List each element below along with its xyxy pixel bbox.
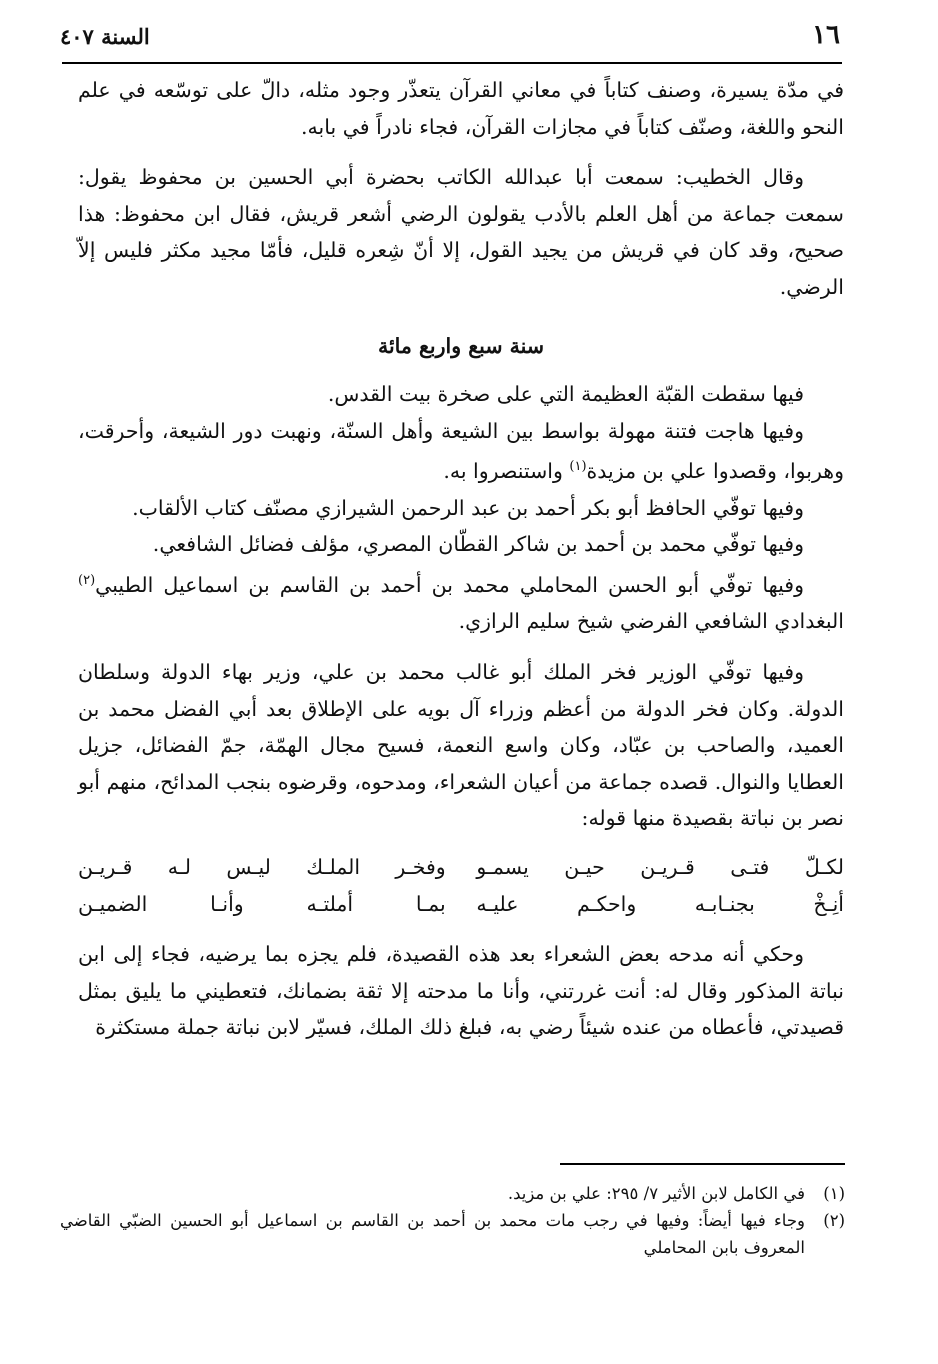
paragraph-7-end: البغدادي الشافعي الفرضي شيخ سليم الرازي. — [458, 609, 844, 634]
footnote-2 — [60, 1207, 845, 1261]
footnote-text: في الكامل لابن الأثير ٧/ ٢٩٥: علي بن مزيد. — [507, 1184, 805, 1203]
footnote-ref-1: (١) — [569, 459, 587, 475]
page-number: ١٦ — [812, 20, 840, 50]
paragraph-2: وقال الخطيب: سمعت أبا عبدالله الكاتب بحضرة أبي الحسين بن محفوظ يقول: سمعت جماعة من أهل العلم بالأدب يقولون الرضي أشعر قريش، فقال ابن محفوظ: هذا صحيح، وقد كان في قريش من يجيد القول، إلا أنّ شِعره قليل، فأمّا مجيد مكثر فليس إلاّ الرضي. — [78, 165, 844, 299]
paragraph-1: في مدّة يسيرة، وصنف كتاباً في معاني القرآن يتعذّر وجود مثله، دالّ على توسّعه في علم النحو واللغة، وصنّف كتاباً في مجازات القرآن، فجاء نادراً في بابه. — [78, 78, 844, 139]
paragraph-4 — [78, 413, 844, 490]
footnote-1 — [60, 1180, 845, 1207]
verse-second-hemistich: وفخـر الملـك ليـس لـه قـريـن — [78, 854, 446, 879]
paragraph-9: وحكي أنه مدحه بعض الشعراء بعد هذه القصيدة، فلم يجزه بما يرضيه، فجاء إلى ابن نباتة المذكور وقال له: أنت غررتني، وأنا ما مدحته إلا ثقة بضمانك، فتعطيني ما يليق بمثل قصيدتي، فأعطاه من عنده شيئاً رضي به، فبلغ ذلك الملك، فسيّر لابن نباتة جملة مستكثرة — [78, 942, 844, 1040]
running-head-year: السنة ٤٠٧ — [60, 24, 150, 49]
paragraph-4-end: واستنصروا به. — [443, 459, 570, 484]
paragraph-5: وفيها توفّي الحافظ أبو بكر أحمد بن عبد الرحمن الشيرازي مصنّف كتاب الألقاب. — [132, 495, 804, 520]
poem-verses — [78, 849, 844, 922]
paragraph-6: وفيها توفّي محمد بن أحمد بن شاكر القطّان المصري، مؤلف فضائل الشافعي. — [152, 532, 804, 557]
footnote-rule — [560, 1163, 845, 1165]
main-text — [78, 72, 844, 1046]
paragraph-7 — [78, 563, 844, 640]
section-title: سنة سبع واربع مائة — [377, 333, 545, 358]
footnote-text: وجاء فيها أيضاً: وفيها في رجب مات محمد بن أحمد بن القاسم بن اسماعيل أبو الحسين الضبّي القاضي المعروف بابن المحاملي — [60, 1211, 805, 1257]
paragraph-7-text: وفيها توفّي أبو الحسن المحاملي محمد بن أحمد بن القاسم بن اسماعيل الطيبي — [95, 572, 804, 597]
page-header — [60, 20, 840, 60]
footnote-number: (٢) — [823, 1211, 845, 1230]
verse-line — [78, 886, 844, 923]
verse-line — [78, 849, 844, 886]
footnotes — [60, 1180, 845, 1261]
header-rule — [62, 62, 842, 64]
verse-second-hemistich: بمـا أملتـه وأنـا الضميـن — [78, 891, 446, 916]
paragraph-4-text: وفيها هاجت فتنة مهولة بواسط بين الشيعة وأهل السنّة، ونهبت دور الشيعة، وأحرقت، وهربوا، وقصدوا علي بن مزيدة — [78, 418, 844, 484]
footnote-ref-2: (٢) — [78, 572, 96, 588]
verse-first-hemistich: أنِـخْ بجنـابـه واحكـم عليـه — [476, 891, 844, 916]
paragraph-3: فيها سقطت القبّة العظيمة التي على صخرة بيت القدس. — [327, 382, 804, 407]
verse-first-hemistich: لكـلّ فتـى قـريـن حيـن يسمـو — [476, 854, 844, 879]
footnote-number: (١) — [823, 1184, 845, 1203]
paragraph-8: وفيها توفّي الوزير فخر الملك أبو غالب محمد بن علي، وزير بهاء الدولة وسلطان الدولة. وكان فخر الدولة من أعظم وزراء آل بويه على الإطلاق بعد أبي الفضل محمد بن العميد، والصاحب بن عبّاد، وكان واسع النعمة، فسيح مجال الهمّة، جمّ الفضائل، جزيل العطايا والنوال. قصده جماعة من أعيان الشعراء، ومدحوه، وقرضوه بنجب المدائح، منهم أبو نصر بن نباتة بقصيدة منها قوله: — [78, 659, 844, 831]
